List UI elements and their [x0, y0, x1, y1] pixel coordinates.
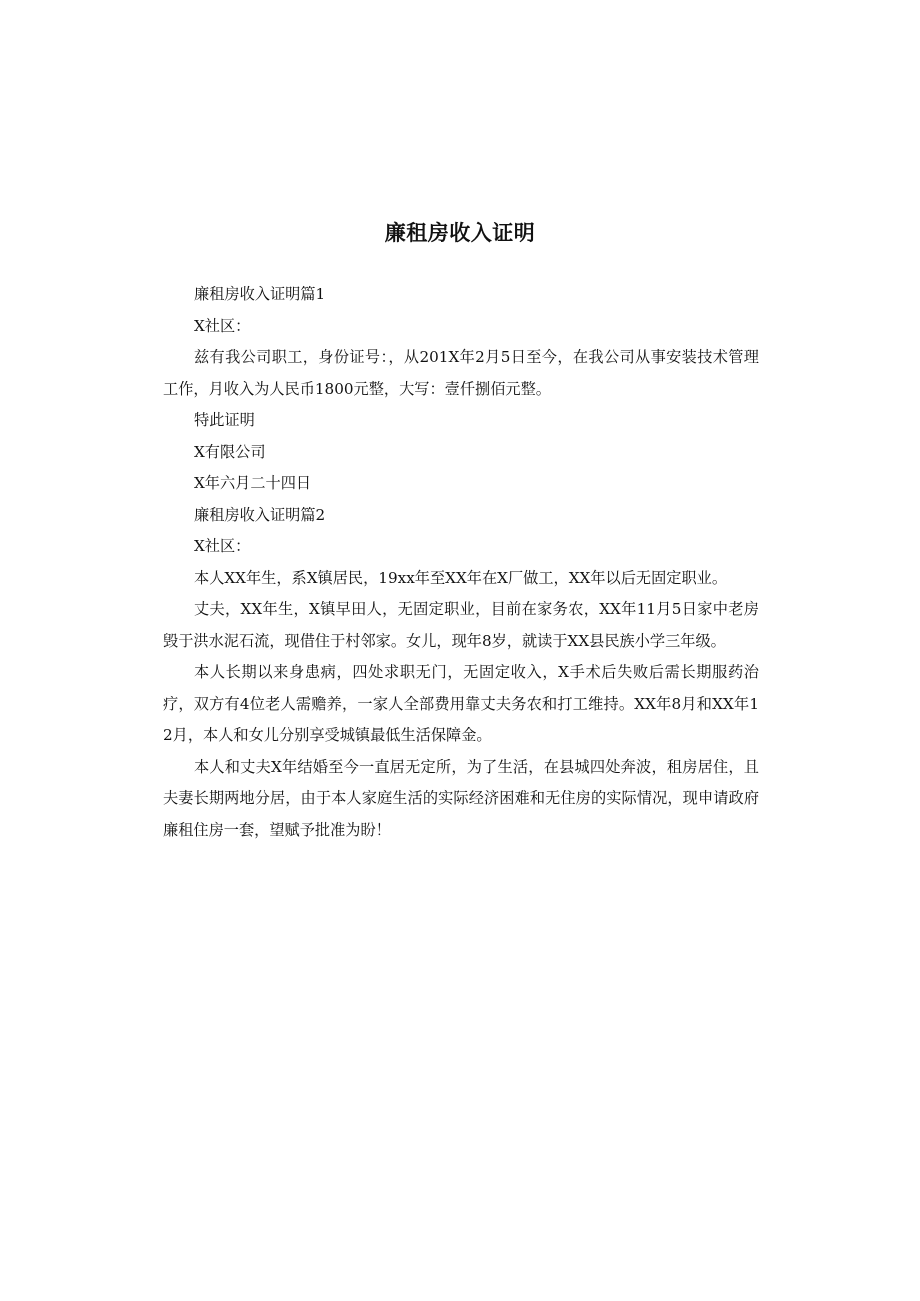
document-body [163, 279, 759, 846]
issuer-name: X有限公司 [194, 442, 266, 461]
body-paragraph: 兹有我公司职工，身份证号：，从201X年2月5日至今，在我公司从事安装技术管理工作，月收入为人民币1800元整，大写：壹仟捌佰元整。 [163, 348, 759, 398]
document-title: 廉租房收入证明 [384, 221, 536, 245]
addressee-1: X社区： [194, 316, 251, 335]
section-heading-1: 廉租房收入证明篇1 [194, 285, 326, 303]
body-paragraph: 本人长期以来身患病，四处求职无门，无固定收入，X手术后失败后需长期服药治疗，双方有4位老人需赡养，一家人全部费用靠丈夫务农和打工维持。XX年8月和XX年12月，本人和女儿分别享受城镇最低生活保障金。 [163, 663, 759, 744]
section-heading-2: 廉租房收入证明篇2 [194, 505, 326, 524]
issue-date: X年六月二十四日 [194, 474, 312, 492]
body-paragraph: 本人和丈夫X年结婚至今一直居无定所，为了生活，在县城四处奔波，租房居住，且夫妻长期两地分居，由于本人家庭生活的实际经济困难和无住房的实际情况，现申请政府廉租住房一套，望赋予批准为盼！ [163, 757, 759, 839]
certification-line: 特此证明 [194, 411, 255, 429]
body-paragraph: 丈夫，XX年生，X镇早田人，无固定职业，目前在家务农，XX年11月5日家中老房毁于洪水泥石流，现借住于村邻家。女儿，现年8岁，就读于XX县民族小学三年级。 [163, 600, 759, 650]
addressee-2: X社区： [194, 537, 251, 555]
body-paragraph: 本人XX年生，系X镇居民，19xx年至XX年在X厂做工，XX年以后无固定职业。 [194, 568, 728, 587]
